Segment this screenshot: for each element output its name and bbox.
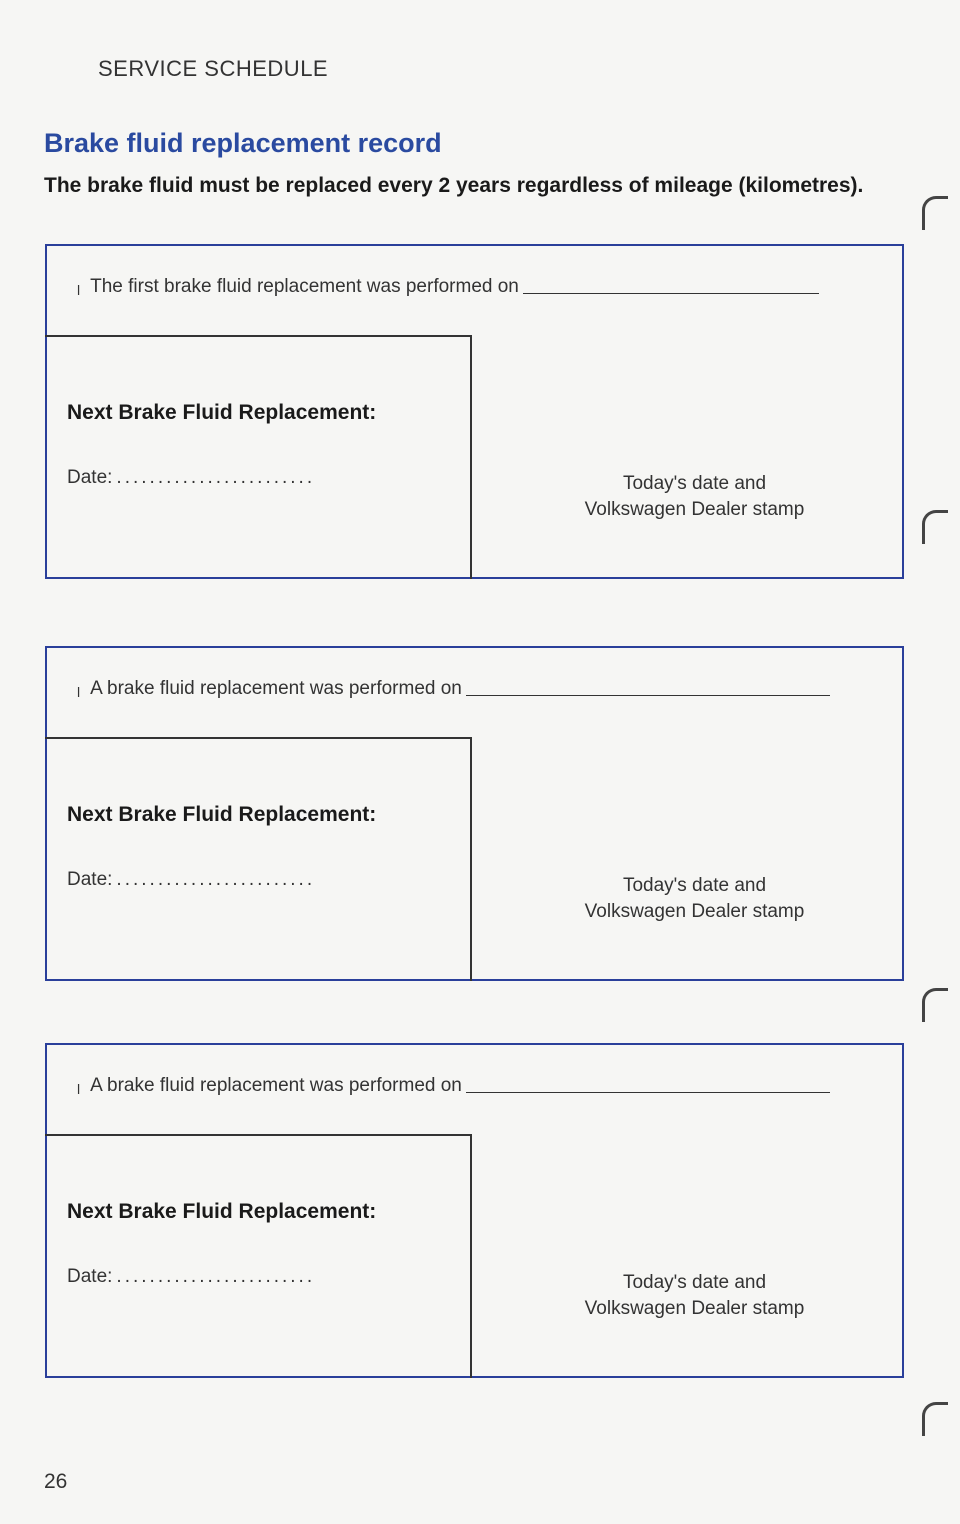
next-replacement-label: Next Brake Fluid Replacement: — [67, 1200, 377, 1223]
performed-text: A brake fluid replacement was performed on — [90, 678, 462, 699]
stamp-line-2: Volkswagen Dealer stamp — [584, 1298, 805, 1319]
stamp-line-1: Today's date and — [622, 875, 767, 896]
record-card-3 — [45, 1043, 904, 1378]
page-edge-tab-mark — [922, 196, 948, 230]
stamp-line-1: Today's date and — [622, 473, 767, 494]
stamp-line-2: Volkswagen Dealer stamp — [584, 901, 805, 922]
date-row — [67, 467, 315, 489]
stamp-line-1: Today's date and — [622, 1272, 767, 1293]
page-number: 26 — [44, 1470, 68, 1493]
page-subtitle: The brake fluid must be replaced every 2 years regardless of mileage (kilometres). — [44, 174, 864, 197]
date-label: Date: — [67, 467, 113, 488]
date-row — [67, 1266, 315, 1288]
performed-text: The first brake fluid replacement was performed on — [90, 276, 519, 297]
next-replacement-box — [45, 335, 472, 579]
performed-row — [77, 678, 886, 700]
next-replacement-label: Next Brake Fluid Replacement: — [67, 803, 377, 826]
date-label: Date: — [67, 869, 113, 890]
page-edge-tab-mark — [922, 510, 948, 544]
performed-date-line[interactable] — [523, 292, 819, 294]
next-replacement-label: Next Brake Fluid Replacement: — [67, 401, 377, 424]
date-field[interactable]: ........................ — [116, 1266, 316, 1287]
performed-row — [77, 276, 886, 298]
record-card-1 — [45, 244, 904, 579]
performed-text: A brake fluid replacement was performed on — [90, 1075, 462, 1096]
performed-date-line[interactable] — [466, 694, 830, 696]
performed-date-line[interactable] — [466, 1091, 830, 1093]
next-replacement-box — [45, 1134, 472, 1378]
date-label: Date: — [67, 1266, 113, 1287]
date-field[interactable]: ........................ — [116, 467, 316, 488]
record-card-2 — [45, 646, 904, 981]
bullet-icon: l — [77, 282, 81, 298]
next-replacement-box — [45, 737, 472, 981]
date-row — [67, 869, 315, 891]
performed-row — [77, 1075, 886, 1097]
page-header: SERVICE SCHEDULE — [98, 56, 329, 81]
page-title: Brake fluid replacement record — [44, 128, 442, 158]
dealer-stamp-area — [487, 873, 902, 925]
date-field[interactable]: ........................ — [116, 869, 316, 890]
dealer-stamp-area — [487, 471, 902, 523]
stamp-line-2: Volkswagen Dealer stamp — [584, 499, 805, 520]
dealer-stamp-area — [487, 1270, 902, 1322]
page-edge-tab-mark — [922, 1402, 948, 1436]
bullet-icon: l — [77, 1081, 81, 1097]
page-edge-tab-mark — [922, 988, 948, 1022]
bullet-icon: l — [77, 684, 81, 700]
